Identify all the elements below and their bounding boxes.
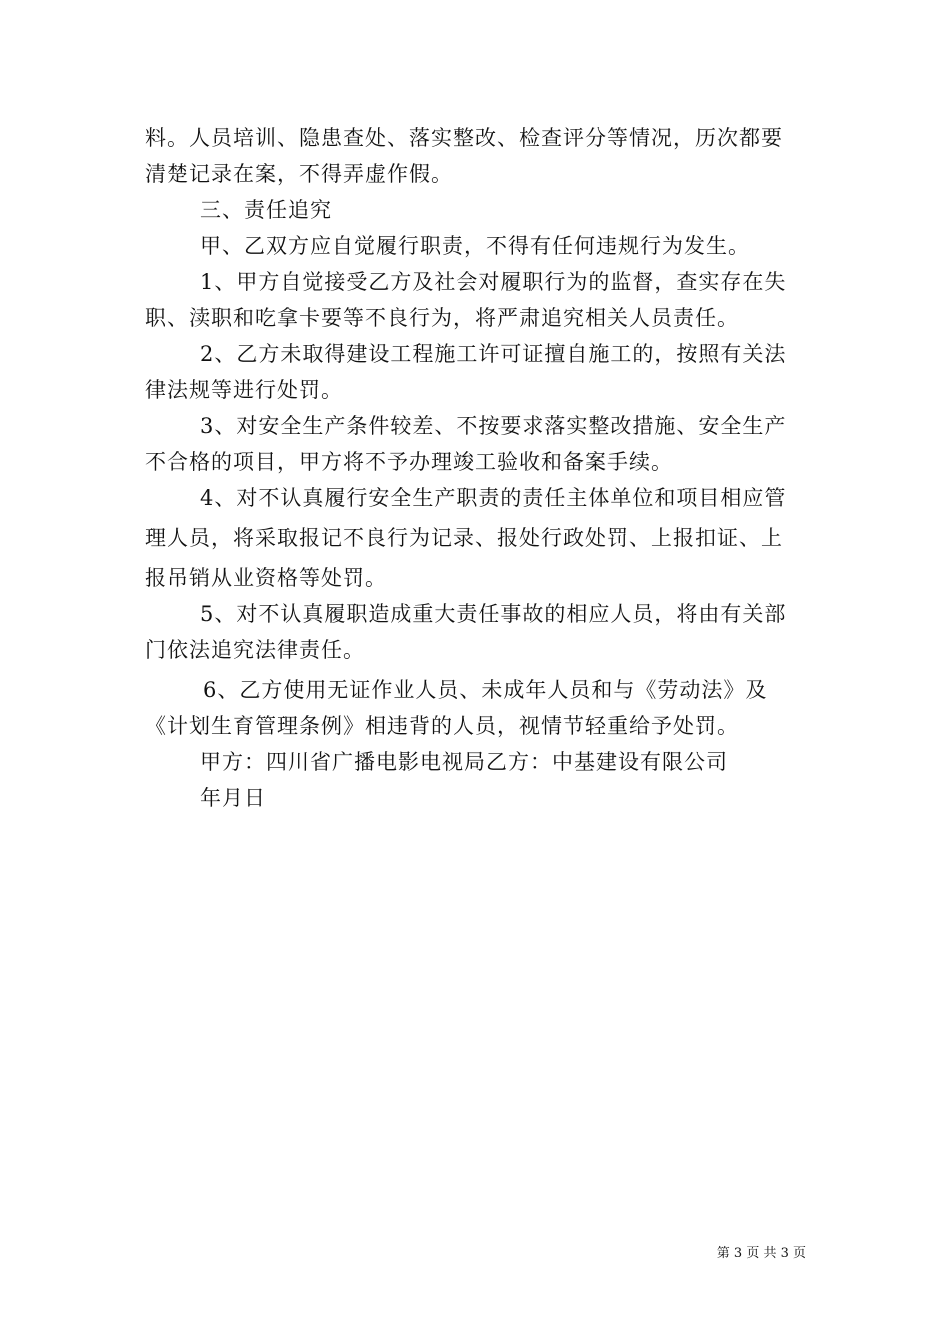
paragraph-line: 报吊销从业资格等处罚。 [145, 566, 387, 590]
paragraph-line: 2、乙方未取得建设工程施工许可证擅自施工的，按照有关法 [200, 342, 787, 366]
paragraph-line: 6、乙方使用无证作业人员、未成年人员和与《劳动法》及 [203, 678, 768, 702]
paragraph-line: 律法规等进行处罚。 [145, 378, 343, 402]
section-heading: 三、责任追究 [200, 198, 332, 222]
paragraph-line: 3、对安全生产条件较差、不按要求落实整改措施、安全生产 [200, 414, 787, 438]
paragraph-line: 4、对不认真履行安全生产职责的责任主体单位和项目相应管 [200, 486, 787, 510]
paragraph-line: 理人员，将采取报记不良行为记录、报处行政处罚、上报扣证、上 [145, 526, 783, 550]
paragraph-line: 5、对不认真履职造成重大责任事故的相应人员，将由有关部 [200, 602, 787, 626]
paragraph-line: 1、甲方自觉接受乙方及社会对履职行为的监督，查实存在失 [200, 270, 787, 294]
paragraph-line: 职、渎职和吃拿卡要等不良行为，将严肃追究相关人员责任。 [145, 306, 739, 330]
paragraph-line: 《计划生育管理条例》相违背的人员，视情节轻重给予处罚。 [145, 714, 739, 738]
paragraph-line: 甲、乙双方应自觉履行职责，不得有任何违规行为发生。 [200, 234, 750, 258]
signature-date: 年月日 [200, 786, 266, 810]
paragraph-line: 清楚记录在案，不得弄虚作假。 [145, 162, 453, 186]
paragraph-line: 不合格的项目，甲方将不予办理竣工验收和备案手续。 [145, 450, 673, 474]
paragraph-line: 料。人员培训、隐患查处、落实整改、检查评分等情况，历次都要 [145, 126, 783, 150]
signature-parties: 甲方：四川省广播电影电视局乙方：中基建设有限公司 [200, 750, 728, 774]
paragraph-line: 门依法追究法律责任。 [145, 638, 365, 662]
page-number: 第 3 页 共 3 页 [716, 1246, 806, 1261]
